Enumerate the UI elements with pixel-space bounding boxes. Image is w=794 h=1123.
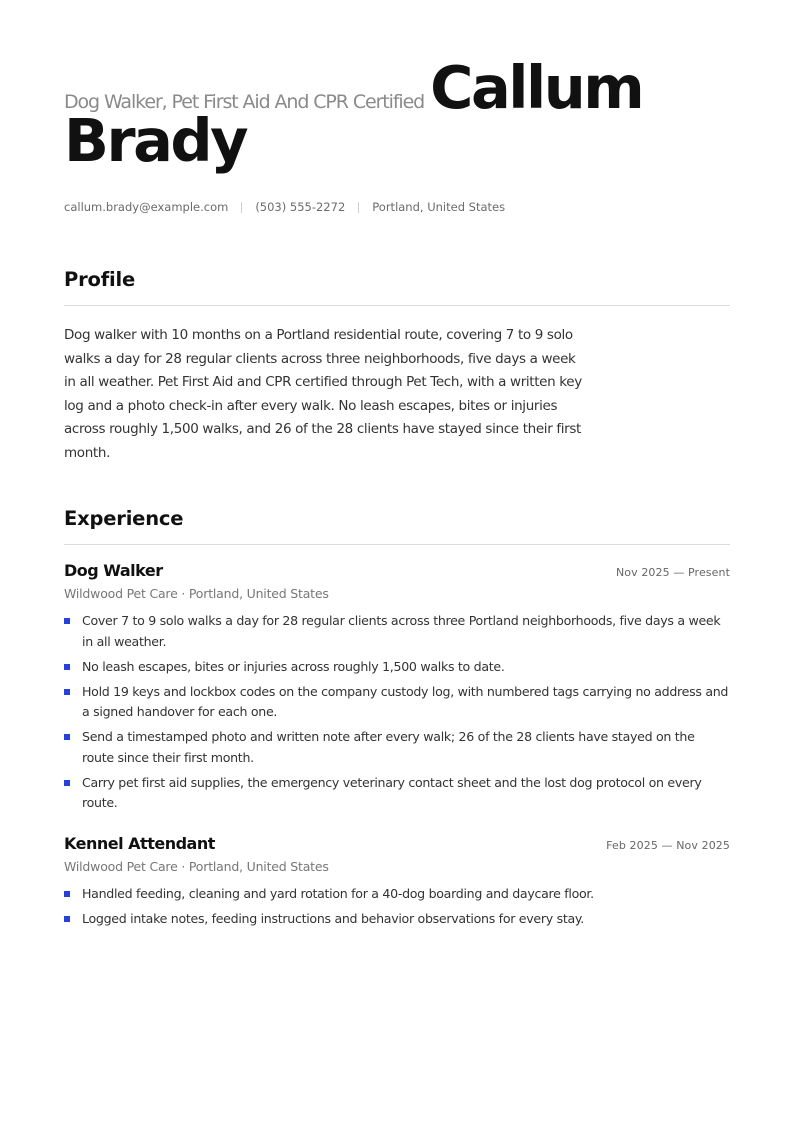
contact-email[interactable]: callum.brady@example.com xyxy=(64,200,229,214)
square-bullet-icon xyxy=(64,891,70,897)
square-bullet-icon xyxy=(64,916,70,922)
job-bullet xyxy=(64,909,730,930)
last-name: Brady xyxy=(64,106,247,175)
section-title-experience: Experience xyxy=(64,507,730,545)
square-bullet-icon xyxy=(64,664,70,670)
profile-section xyxy=(64,268,730,465)
job-bullet-text: Cover 7 to 9 solo walks a day for 28 regular clients across three Portland neighborhoods, five days a week in all weather. xyxy=(82,613,721,649)
job-bullet xyxy=(64,657,730,678)
job-bullet xyxy=(64,682,730,723)
job-bullet xyxy=(64,727,730,768)
job-bullet-text: Logged intake notes, feeding instructions and behavior observations for every stay. xyxy=(82,910,584,926)
square-bullet-icon xyxy=(64,734,70,740)
resume-header xyxy=(64,53,730,175)
first-name: Callum xyxy=(430,53,643,122)
job-header xyxy=(64,561,730,580)
headline: Dog Walker, Pet First Aid And CPR Certified xyxy=(64,91,425,113)
job-title: Dog Walker xyxy=(64,561,163,580)
section-title-profile: Profile xyxy=(64,268,730,306)
job-entry xyxy=(64,561,730,814)
job-bullet-text: Send a timestamped photo and written note after every walk; 26 of the 28 clients have stayed on the route since their first month. xyxy=(82,729,695,765)
contact-phone[interactable]: (503) 555-2272 xyxy=(255,200,346,214)
contact-location: Portland, United States xyxy=(372,200,506,214)
job-dates: Nov 2025 — Present xyxy=(615,566,730,579)
job-bullets xyxy=(64,884,730,930)
job-header xyxy=(64,834,730,853)
job-company: Wildwood Pet Care · Portland, United States xyxy=(64,858,329,874)
contact-divider xyxy=(358,202,359,213)
job-bullet xyxy=(64,611,730,652)
square-bullet-icon xyxy=(64,618,70,624)
job-company: Wildwood Pet Care · Portland, United States xyxy=(64,586,329,601)
job-dates: Feb 2025 — Nov 2025 xyxy=(606,838,730,852)
job-entry xyxy=(64,834,730,930)
job-bullet xyxy=(64,773,730,814)
job-bullet-text: Hold 19 keys and lockbox codes on the company custody log, with numbered tags carrying no address and a signed handover for each one. xyxy=(82,683,729,719)
job-bullet-text: No leash escapes, bites or injuries across roughly 1,500 walks to date. xyxy=(82,658,505,674)
contact-bar xyxy=(64,200,730,214)
square-bullet-icon xyxy=(64,689,70,695)
contact-divider xyxy=(241,202,242,213)
square-bullet-icon xyxy=(64,780,70,786)
job-bullets xyxy=(64,611,730,814)
job-bullet xyxy=(64,884,730,905)
profile-text: Dog walker with 10 months on a Portland residential route, covering 7 to 9 solo walks a day for 28 regular clients across three neighborhoods, five days a week in all weather. Pet First Aid and CPR certified through Pet Tech, with a written key log and a photo check-in after every walk. No leash escapes, bites or injuries across roughly 1,500 walks, and 26 of the 28 clients have stayed since their first month. xyxy=(64,327,582,461)
job-title: Kennel Attendant xyxy=(64,833,215,853)
job-bullet-text: Handled feeding, cleaning and yard rotation for a 40-dog boarding and daycare floor. xyxy=(82,885,594,901)
experience-section xyxy=(64,507,730,929)
job-bullet-text: Carry pet first aid supplies, the emergency veterinary contact sheet and the lost dog protocol on every route. xyxy=(82,774,702,810)
